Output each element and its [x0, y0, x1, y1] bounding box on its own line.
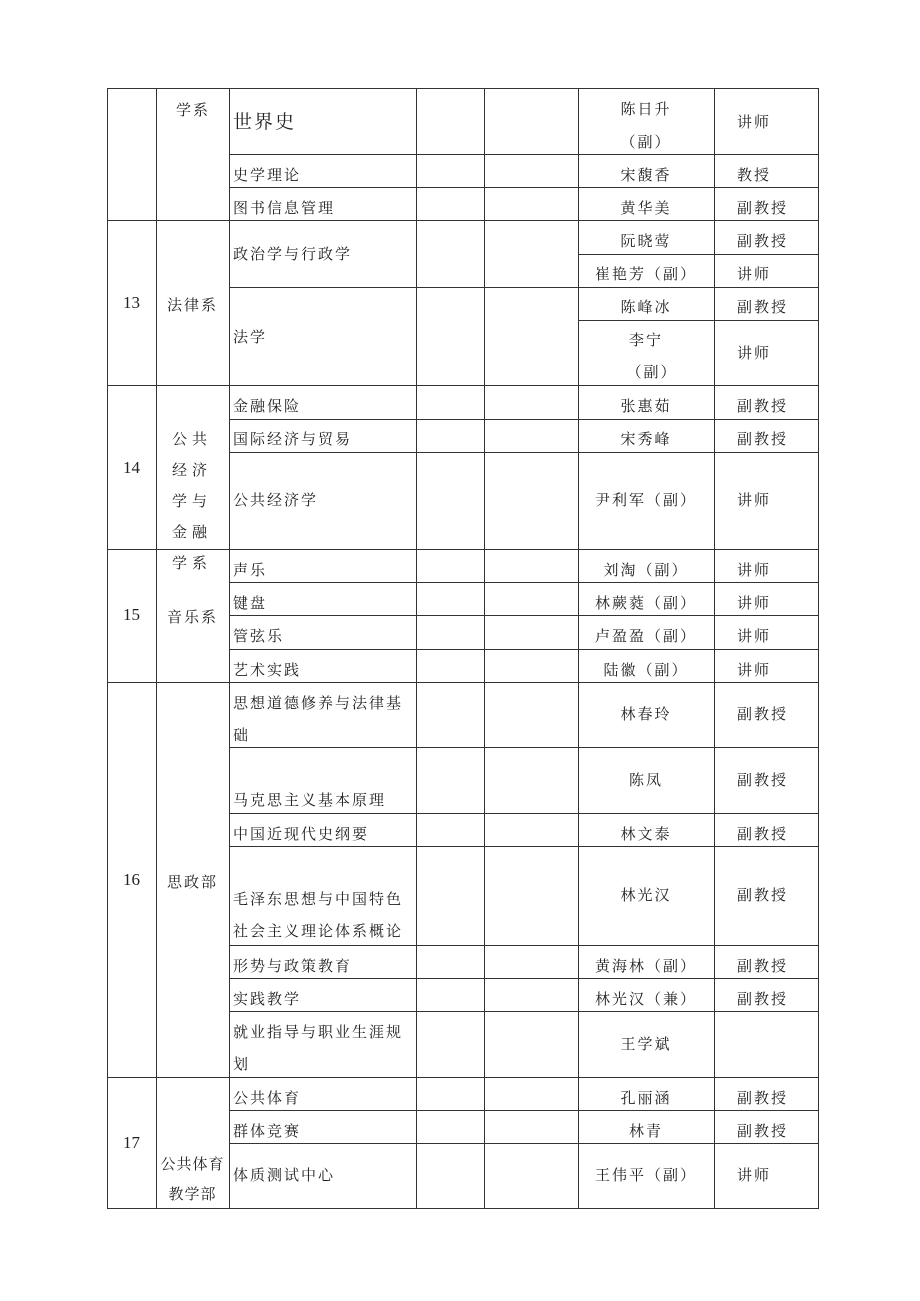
teacher-name: 林光汉（兼） [594, 990, 697, 1008]
teacher-note: （副） [620, 133, 672, 151]
teacher-name: 宋秀峰 [620, 430, 672, 448]
col-divider [156, 88, 157, 1209]
row-divider [229, 187, 819, 188]
row-divider [229, 1143, 819, 1144]
row-divider [229, 747, 819, 748]
course-name-cont: 社会主义理论体系概论 [233, 922, 404, 940]
teacher-title: 讲师 [737, 561, 772, 579]
teacher-title: 副教授 [737, 199, 789, 217]
teacher-title: 副教授 [737, 825, 789, 843]
dept-name: 公共经济学与金融学系 [172, 430, 213, 572]
row-number: 17 [123, 1133, 140, 1152]
teacher-name: 宋馥香 [620, 166, 672, 184]
course-name: 公共经济学 [233, 491, 319, 509]
course-name: 金融保险 [233, 397, 302, 415]
course-name: 史学理论 [233, 166, 302, 184]
teacher-name: 林春玲 [620, 705, 672, 723]
row-number: 16 [123, 870, 140, 889]
dept-name: 学系 [176, 101, 211, 119]
dept-name: 法律系 [166, 296, 218, 314]
teacher-title: 副教授 [737, 957, 789, 975]
row-divider [229, 1110, 819, 1111]
teacher-name: 孔丽涵 [620, 1089, 672, 1107]
teacher-name: 林蕨蕤（副） [594, 594, 697, 612]
teacher-name: 林文泰 [620, 825, 672, 843]
teacher-name: 尹利军（副） [594, 491, 697, 509]
teacher-name: 林青 [628, 1122, 663, 1140]
row-number: 13 [123, 293, 140, 312]
course-name: 就业指导与职业生涯规 [233, 1023, 404, 1041]
course-name: 法学 [233, 328, 268, 346]
teacher-title: 副教授 [737, 886, 789, 904]
dept-name: 音乐系 [166, 608, 218, 626]
teacher-name: 张惠茹 [620, 397, 672, 415]
course-name: 思想道德修养与法律基 [233, 694, 404, 712]
teacher-title: 副教授 [737, 298, 789, 316]
course-name: 管弦乐 [233, 627, 285, 645]
course-name: 中国近现代史纲要 [233, 825, 370, 843]
teacher-name: 刘淘（副） [603, 561, 689, 579]
teacher-name: 陈日升 [620, 100, 672, 118]
teacher-title: 讲师 [737, 265, 772, 283]
course-name: 键盘 [233, 594, 268, 612]
teacher-name: 黄海林（副） [594, 957, 697, 975]
course-name-cont: 础 [233, 726, 251, 744]
course-name: 声乐 [233, 561, 268, 579]
row-divider [229, 154, 819, 155]
teacher-name: 陈凤 [628, 771, 663, 789]
course-name: 形势与政策教育 [233, 957, 353, 975]
row-divider [229, 582, 819, 583]
teacher-title: 副教授 [737, 430, 789, 448]
course-name: 图书信息管理 [233, 199, 336, 217]
teacher-name: 阮晓莺 [620, 232, 672, 250]
dept-name: 公共体育 [160, 1155, 225, 1173]
row-divider [229, 615, 819, 616]
teacher-title: 讲师 [737, 627, 772, 645]
teacher-note: （副） [626, 363, 678, 381]
teacher-name: 王学斌 [620, 1035, 672, 1053]
teacher-title: 教授 [737, 166, 772, 184]
course-name: 艺术实践 [233, 661, 302, 679]
course-name: 群体竞赛 [233, 1122, 302, 1140]
teacher-title: 副教授 [737, 397, 789, 415]
teacher-title: 副教授 [737, 771, 789, 789]
teacher-title: 讲师 [737, 661, 772, 679]
teacher-title: 讲师 [737, 1166, 772, 1184]
row-number: 15 [123, 605, 140, 624]
teacher-name: 陆徽（副） [603, 661, 689, 679]
teacher-title: 讲师 [737, 113, 772, 131]
row-divider [229, 1011, 819, 1012]
teacher-title: 副教授 [737, 705, 789, 723]
teacher-name: 李宁 [628, 331, 663, 349]
row-divider [229, 649, 819, 650]
teacher-title: 讲师 [737, 491, 772, 509]
course-name: 毛泽东思想与中国特色 [233, 890, 404, 908]
teacher-title: 副教授 [737, 990, 789, 1008]
teacher-name: 王伟平（副） [594, 1166, 697, 1184]
teacher-title: 讲师 [737, 344, 772, 362]
teacher-name: 黄华美 [620, 199, 672, 217]
course-name: 公共体育 [233, 1089, 302, 1107]
teacher-name: 卢盈盈（副） [594, 627, 697, 645]
teacher-title: 讲师 [737, 594, 772, 612]
teacher-title: 副教授 [737, 1089, 789, 1107]
course-name: 政治学与行政学 [233, 245, 353, 263]
course-name: 实践教学 [233, 990, 302, 1008]
dept-name: 思政部 [166, 873, 218, 891]
course-name: 国际经济与贸易 [233, 430, 353, 448]
row-divider [107, 1077, 819, 1078]
teacher-name: 林光汉 [620, 886, 672, 904]
teacher-title: 副教授 [737, 232, 789, 250]
teacher-name: 陈峰冰 [620, 298, 672, 316]
course-name: 马克思主义基本原理 [233, 791, 387, 809]
teacher-title: 副教授 [737, 1122, 789, 1140]
course-name: 世界史 [233, 111, 297, 133]
table-border-left [107, 88, 108, 1209]
row-divider [229, 419, 819, 420]
course-name: 体质测试中心 [233, 1166, 336, 1184]
teacher-name: 崔艳芳（副） [594, 265, 697, 283]
row-divider [229, 287, 819, 288]
dept-name-cont: 教学部 [168, 1185, 217, 1203]
row-number: 14 [123, 458, 140, 477]
course-name-cont: 划 [233, 1055, 251, 1073]
table-border-top [107, 88, 819, 89]
